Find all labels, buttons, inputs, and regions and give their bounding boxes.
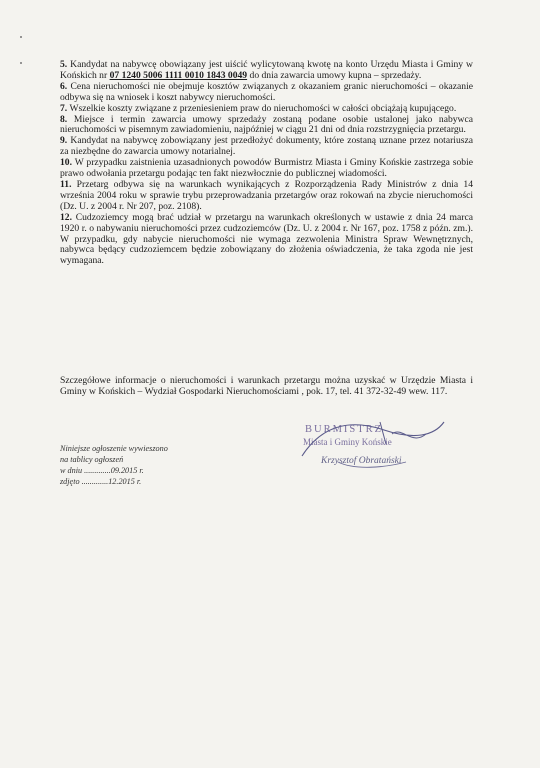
term-number: 10. xyxy=(60,157,72,169)
bank-account-number: 07 1240 5006 1111 0010 1843 0049 xyxy=(109,69,248,81)
term-number: 8. xyxy=(60,113,68,125)
term-text: Cudzoziemcy mogą brać udział w przetargu na warunkach określonych w ustawie z dnia 24 marca 1920 r. o nabywaniu nieruchomości przez cudzoziemców (Dz. U. z 2004 r. Nr 167, poz. 1758 z późn. zm.). W przypadku, gdy nabycie nieruchomości nie wymaga zezwolenia Ministra Spraw Wewnętrznych, nabywca będący cudzoziemcem będzie zobowiązany do złożenia oświadczenia, że taka zgoda nie jest wymagana. xyxy=(60,211,473,267)
notice-removed-date: zdjęto .............12.2015 r. xyxy=(60,477,142,486)
term-item-8 xyxy=(60,115,473,137)
notice-line: na tablicy ogłoszeń xyxy=(60,455,124,464)
term-text: Cena nieruchomości nie obejmuje kosztów związanych z okazaniem granic nieruchomości – okazanie odbywa się na wniosek i koszt nabywcy nieruchomości. xyxy=(60,80,473,103)
term-text: Wszelkie koszty związane z przeniesieniem praw do nieruchomości w całości obciążają kupującego. xyxy=(69,102,457,114)
contact-info: Szczegółowe informacje o nieruchomości i warunkach przetargu można uzyskać w Urzędzie Miasta i Gminy w Końskich – Wydział Gospodarki Nieruchomościami , pok. 17, tel. 41 372-32-49 wew. 117. xyxy=(60,374,473,397)
term-item-9 xyxy=(60,136,473,158)
term-item-6 xyxy=(60,82,473,104)
term-number: 6. xyxy=(60,80,68,92)
notice-line: Niniejsze ogłoszenie wywieszono xyxy=(60,444,168,453)
stamp-subtitle: Miasta i Gminy Końskie xyxy=(303,437,392,447)
term-text: Miejsce i termin zawarcia umowy sprzedaży zostaną podane osobie ustalonej jako nabywca nieruchomości w pisemnym zawiadomieniu, najpóźniej w ciągu 21 dni od dnia rozstrzygnięcia przetargu. xyxy=(60,113,473,136)
posting-notice xyxy=(60,443,168,487)
terms-list xyxy=(60,60,473,267)
stamp-signatory-name: Krzysztof Obratański xyxy=(321,456,402,466)
notice-posted-date: w dniu .............09.2015 r. xyxy=(60,466,144,475)
term-text: W przypadku zaistnienia uzasadnionych powodów Burmistrz Miasta i Gminy Końskie zastrzega sobie prawo odwołania przetargu podając ten fakt niezwłocznie do publicznej wiadomości. xyxy=(60,157,473,180)
term-item-10 xyxy=(60,158,473,180)
term-number: 11. xyxy=(60,178,72,190)
term-text: do dnia zawarcia umowy kupna – sprzedaży. xyxy=(249,69,422,81)
term-number: 5. xyxy=(60,59,68,70)
term-item-5 xyxy=(60,60,473,82)
term-number: 12. xyxy=(60,211,72,223)
scan-dot xyxy=(20,36,22,38)
term-text: Przetarg odbywa się na warunkach wynikających z Rozporządzenia Rady Ministrów z dnia 14 września 2004 roku w sprawie trybu przeprowadzania przetargów oraz rokowań na zbycie nieruchomości (Dz. U. z 2004 r. Nr 207, poz. 2108). xyxy=(60,178,473,212)
term-item-11 xyxy=(60,180,473,213)
term-text: Kandydat na nabywcę zobowiązany jest przedłożyć dokumenty, które zostaną uznane przez notariusza za niezbędne do zawarcia umowy notarialnej. xyxy=(60,135,473,158)
handwritten-signature xyxy=(284,416,449,476)
term-item-12 xyxy=(60,213,473,268)
term-text: Kandydat na nabywcę obowiązany jest uiścić wylicytowaną kwotę na konto Urzędu Miasta i Gminy w Końskich nr xyxy=(60,59,473,81)
term-number: 7. xyxy=(60,102,68,114)
stamp-title: BURMISTRZ xyxy=(305,424,384,435)
scan-dot xyxy=(20,62,22,64)
term-number: 9. xyxy=(60,135,68,147)
